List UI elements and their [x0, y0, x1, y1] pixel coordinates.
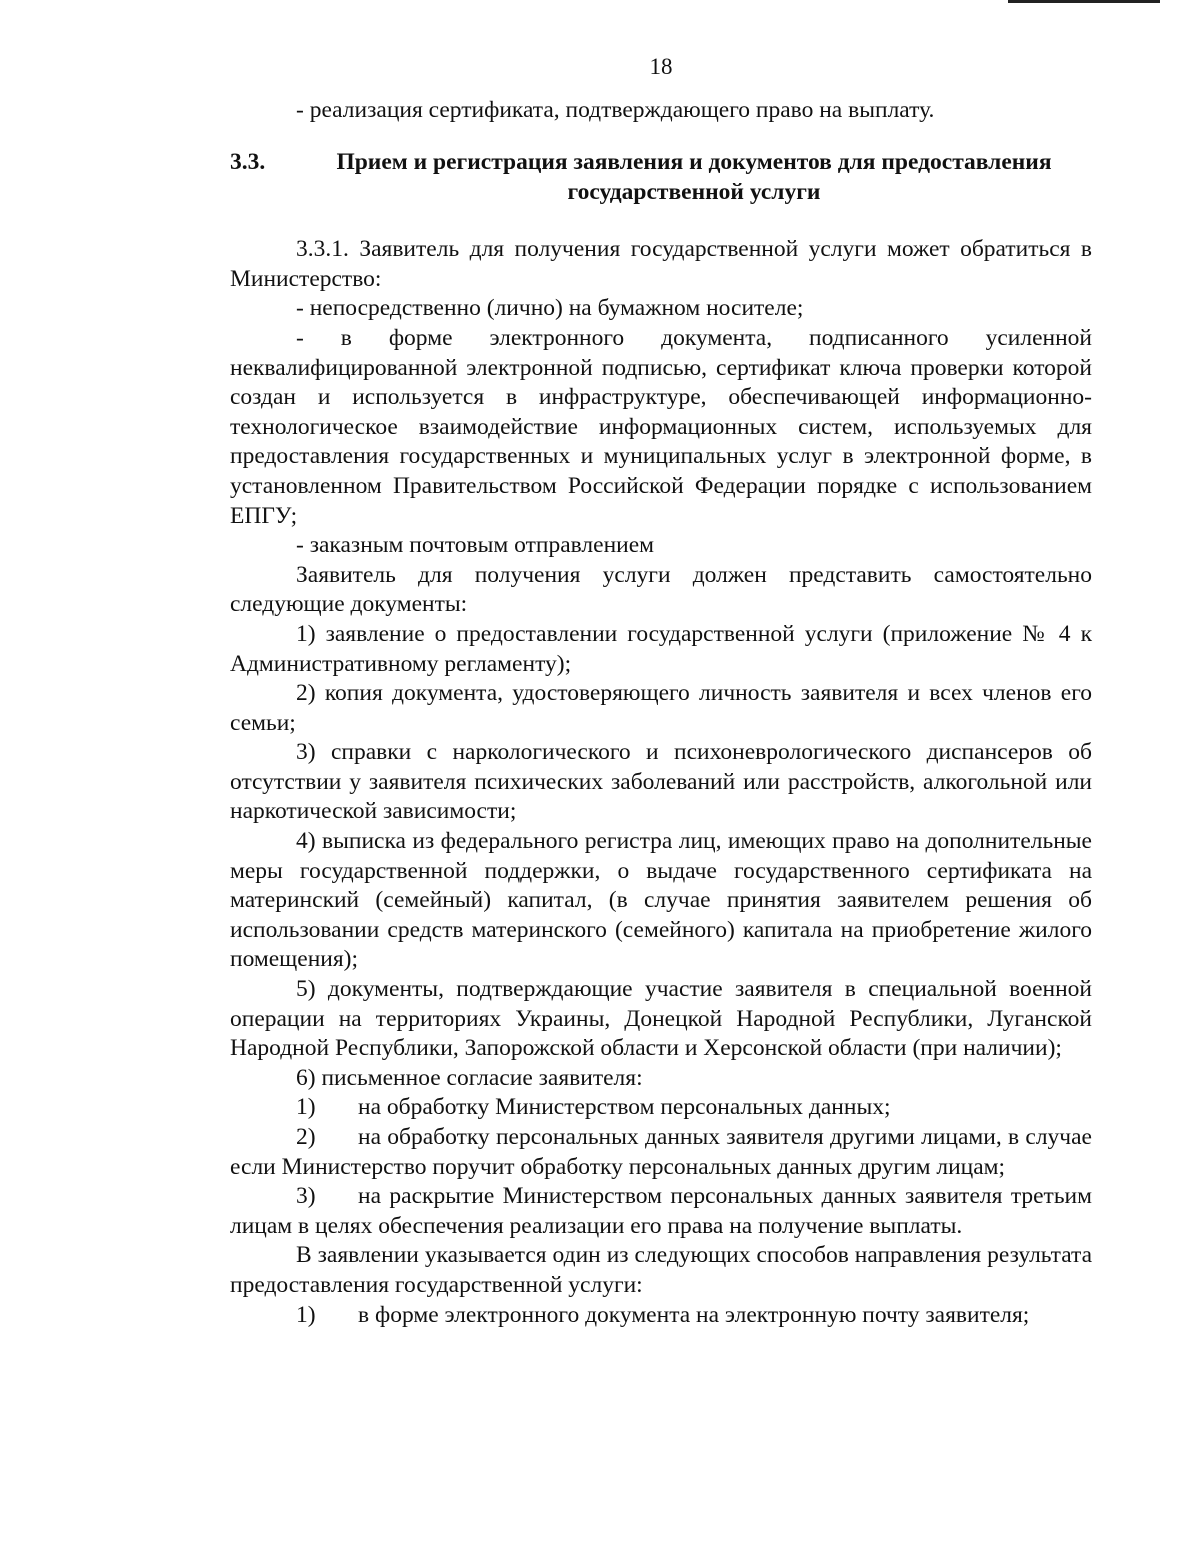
consent-item-number: 2) [296, 1124, 316, 1150]
document-page [230, 52, 1092, 1330]
consent-item-3 [230, 1182, 1092, 1241]
paragraph-mail: - заказным почтовым отправлением [296, 532, 655, 559]
methods-intro: В заявлении указывается один из следующих способов направления результата предоставления государственной услуги: [230, 1242, 1092, 1298]
consent-item-number: 3) [296, 1183, 316, 1210]
document-item-5: 5) документы, подтверждающие участие заявителя в специальной военной операции на территориях Украины, Донецкой Народной Республики, Луганской Народной Республики, Запорожской области и Херсонской области (при наличии); [230, 976, 1092, 1062]
document-item-1: 1) заявление о предоставлении государственной услуги (приложение № 4 к Административному регламенту); [230, 620, 1092, 677]
paragraph-electronic: - в форме электронного документа, подписанного усиленной неквалифицированной электронной подписью, сертификат ключа проверки которой создан и используется в инфраструктуре, обеспечивающей информационно-технологическое взаимодействие информационных систем, используемых для предоставления государственных и муниципальных услуг в электронной форме, в установленном Правительством Российской Федерации порядке с использованием ЕПГУ; [230, 324, 1092, 529]
document-item-3: 3) справки с наркологического и психоневрологического диспансеров об отсутствии у заявителя психических заболеваний или расстройств, алкогольной или наркотической зависимости; [230, 739, 1092, 825]
consent-item-text: на обработку персональных данных заявителя другими лицами, в случае если Министерство поручит обработку персональных данных другим лицам; [230, 1124, 1092, 1180]
section-title: Прием и регистрация заявления и документов для предоставления государственной услуги [336, 149, 1052, 206]
section-heading [230, 147, 1092, 207]
method-item-1 [230, 1301, 1092, 1331]
paragraph-3-3-1: 3.3.1. Заявитель для получения государственной услуги может обратиться в Министерство: [230, 236, 1092, 292]
document-item-6: 6) письменное согласие заявителя: [296, 1064, 643, 1091]
paragraph-paper: - непосредственно (лично) на бумажном носителе; [296, 295, 804, 322]
top-rule [1008, 0, 1160, 3]
method-item-number: 1) [296, 1301, 316, 1328]
document-item-2: 2) копия документа, удостоверяющего личность заявителя и всех членов его семьи; [230, 680, 1092, 736]
consent-item-text: на обработку Министерством персональных данных; [358, 1094, 891, 1121]
consent-item-1 [230, 1093, 1092, 1123]
document-item-4: 4) выписка из федерального регистра лиц, имеющих право на дополнительные меры государственной поддержки, о выдаче государственного сертификата на материнский (семейный) капитал, (в случае принятия заявителем решения об использовании средств материнского (семейного) капитала на приобретение жилого помещения); [230, 828, 1092, 973]
section-number: 3.3. [230, 149, 266, 176]
method-item-text: в форме электронного документа на электронную почту заявителя; [358, 1301, 1030, 1328]
page-number: 18 [649, 54, 673, 79]
paragraph-documents-intro: Заявитель для получения услуги должен представить самостоятельно следующие документы: [230, 561, 1092, 618]
consent-item-text: на раскрытие Министерством персональных данных заявителя третьим лицам в целях обеспечения реализации его права на получение выплаты. [230, 1183, 1092, 1239]
intro-line: - реализация сертификата, подтверждающего право на выплату. [296, 96, 935, 123]
consent-item-number: 1) [296, 1094, 316, 1121]
consent-item-2 [230, 1123, 1092, 1182]
